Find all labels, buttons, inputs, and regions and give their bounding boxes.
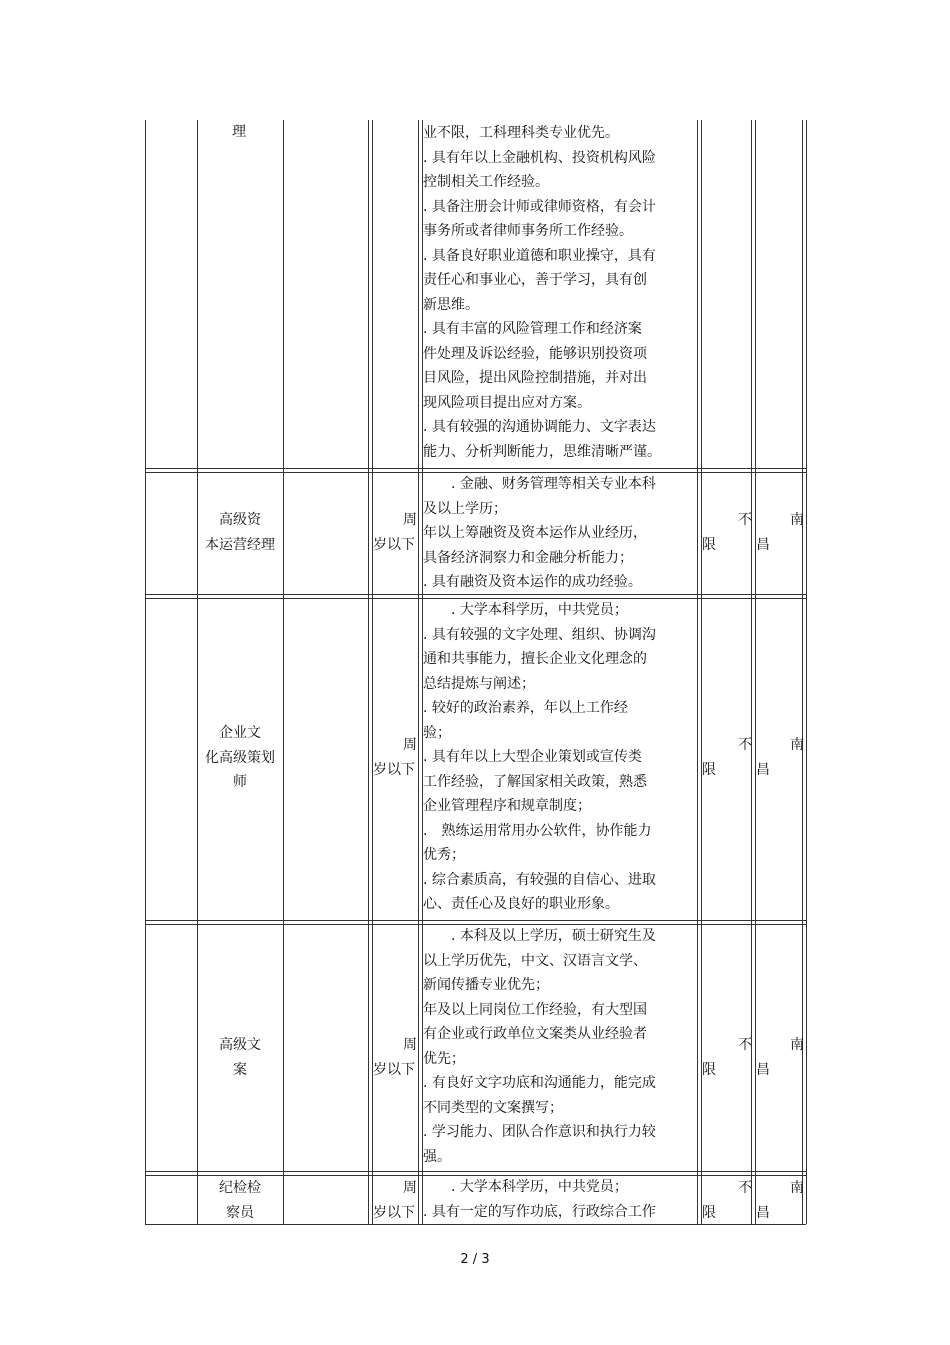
job-requirements [423, 924, 681, 1169]
requirement-line: 企业管理程序和规章制度； [423, 798, 591, 814]
major-requirement-line: 不 [738, 1180, 752, 1196]
requirement-line: 强。 [423, 1148, 451, 1165]
major-requirement-line: 不 [738, 1037, 752, 1053]
requirement-line: 新思维。 [423, 296, 479, 313]
position-title-line: 本运营经理 [205, 536, 275, 553]
column-divider [197, 120, 198, 1224]
work-location-line: 南 [790, 1180, 804, 1196]
position-title [216, 120, 262, 145]
major-requirement [702, 508, 752, 557]
work-location-line: 昌 [756, 1061, 770, 1078]
major-requirement [702, 1033, 752, 1082]
requirement-line: . 熟练运用常用办公软件，协作能力 [423, 822, 652, 839]
age-requirement-line: 周 [403, 1180, 417, 1196]
requirement-line: 目风险，提出风险控制措施，并对出 [423, 370, 647, 386]
major-requirement [702, 1176, 752, 1225]
position-title-line: 纪检检 [219, 1180, 261, 1196]
job-requirements [423, 472, 681, 595]
job-requirements [423, 121, 681, 464]
requirement-line: 验； [423, 724, 451, 741]
requirement-line: 工作经验，了解国家相关政策，熟悉 [423, 773, 647, 790]
work-location-line: 昌 [756, 761, 770, 778]
major-requirement-line: 限 [702, 1061, 716, 1078]
position-title-line: 企业文 [219, 725, 261, 741]
position-title-line: 高级文 [219, 1037, 261, 1053]
position-title-line: 察员 [226, 1204, 254, 1221]
requirement-line: 以上学历优先，中文、汉语言文学、 [423, 952, 647, 969]
requirement-line: . 具有较强的沟通协调能力、文字表达 [423, 419, 656, 435]
requirement-line: . 具有年以上大型企业策划或宣传类 [423, 749, 642, 765]
work-location [756, 1033, 804, 1082]
requirement-line: . 具有融资及资本运作的成功经验。 [423, 574, 642, 590]
requirement-line: . 金融、财务管理等相关专业本科 [423, 476, 656, 492]
age-requirement-line: 岁以下 [373, 1204, 415, 1221]
work-location [756, 1176, 804, 1225]
position-title [198, 721, 282, 795]
requirement-line: 不同类型的文案撰写； [423, 1099, 563, 1116]
requirement-line: . 综合素质高，有较强的自信心、进取 [423, 871, 656, 888]
requirement-line: . 学习能力、团队合作意识和执行力较 [423, 1124, 656, 1140]
work-location-line: 南 [790, 512, 804, 528]
requirement-line: . 具备注册会计师或律师资格，有会计 [423, 198, 656, 215]
requirement-line: 业不限，工科理科类专业优先。 [423, 125, 619, 141]
requirement-line: 具备经济洞察力和金融分析能力； [423, 549, 633, 566]
requirement-line: . 具有一定的写作功底，行政综合工作 [423, 1203, 656, 1220]
work-location-line: 昌 [756, 1204, 770, 1221]
age-requirement [373, 733, 417, 782]
requirement-line: 新闻传播专业优先； [423, 977, 549, 993]
work-location [756, 508, 804, 557]
requirement-line: 现风险项目提出应对方案。 [423, 394, 591, 411]
requirement-line: 能力、分析判断能力，思维清晰严谨。 [423, 443, 661, 460]
age-requirement-line: 周 [403, 512, 417, 528]
position-title [198, 508, 282, 557]
requirement-line: . 本科及以上学历，硕士研究生及 [423, 928, 656, 944]
work-location [756, 733, 804, 782]
requirement-line: 事务所或者律师事务所工作经验。 [423, 223, 633, 239]
position-title-line: 化高级策划 [205, 749, 275, 766]
job-requirements [423, 598, 681, 917]
requirement-line: . 大学本科学历，中共党员； [423, 1179, 628, 1195]
requirement-line: . 大学本科学历，中共党员； [423, 602, 628, 618]
requirement-line: 优先； [423, 1050, 465, 1067]
requirement-line: . 具有较强的文字处理、组织、协调沟 [423, 626, 656, 643]
major-requirement-line: 限 [702, 536, 716, 553]
age-requirement-line: 周 [403, 1037, 417, 1053]
column-divider [283, 120, 284, 1224]
age-requirement-line: 周 [403, 737, 417, 753]
job-requirements-table [145, 120, 806, 1225]
requirement-line: 通和共事能力，擅长企业文化理念的 [423, 651, 647, 667]
age-requirement-line: 岁以下 [373, 761, 415, 778]
work-location-line: 昌 [756, 536, 770, 553]
requirement-line: . 具有丰富的风险管理工作和经济案 [423, 321, 642, 337]
age-requirement-line: 岁以下 [373, 1061, 415, 1078]
requirement-line: 有企业或行政单位文案类从业经验者 [423, 1026, 647, 1042]
age-requirement [373, 1176, 417, 1225]
requirement-line: . 具有年以上金融机构、投资机构风险 [423, 149, 656, 166]
age-requirement-line: 岁以下 [373, 536, 415, 553]
page-number: 2 / 3 [460, 1252, 490, 1267]
major-requirement [702, 733, 752, 782]
major-requirement-line: 不 [738, 737, 752, 753]
requirement-line: 及以上学历； [423, 500, 507, 517]
position-title-line: 案 [233, 1061, 247, 1078]
age-requirement [373, 508, 417, 557]
major-requirement-line: 不 [738, 512, 752, 528]
position-title [210, 1033, 270, 1082]
position-title-line: 理 [232, 124, 246, 140]
age-requirement [373, 1033, 417, 1082]
requirement-line: 责任心和事业心，善于学习，具有创 [423, 272, 647, 288]
requirement-line: 总结提炼与阐述； [423, 675, 535, 692]
work-location-line: 南 [790, 737, 804, 753]
requirement-line: . 有良好文字功底和沟通能力，能完成 [423, 1075, 656, 1091]
work-location-line: 南 [790, 1037, 804, 1053]
requirement-line: . 具备良好职业道德和职业操守，具有 [423, 247, 656, 264]
position-title [210, 1176, 270, 1225]
major-requirement-line: 限 [702, 1204, 716, 1221]
requirement-line: 年以上筹融资及资本运作从业经历， [423, 525, 647, 541]
requirement-line: 控制相关工作经验。 [423, 174, 549, 190]
requirement-line: . 较好的政治素养，年以上工作经 [423, 700, 628, 716]
requirement-line: 心、责任心及良好的职业形象。 [423, 896, 619, 912]
position-title-line: 师 [233, 774, 247, 790]
job-requirements [423, 1175, 681, 1224]
major-requirement-line: 限 [702, 761, 716, 778]
requirement-line: 优秀； [423, 847, 465, 863]
position-title-line: 高级资 [219, 512, 261, 528]
requirement-line: 件处理及诉讼经验，能够识别投资项 [423, 345, 647, 362]
requirement-line: 年及以上同岗位工作经验，有大型国 [423, 1001, 647, 1018]
